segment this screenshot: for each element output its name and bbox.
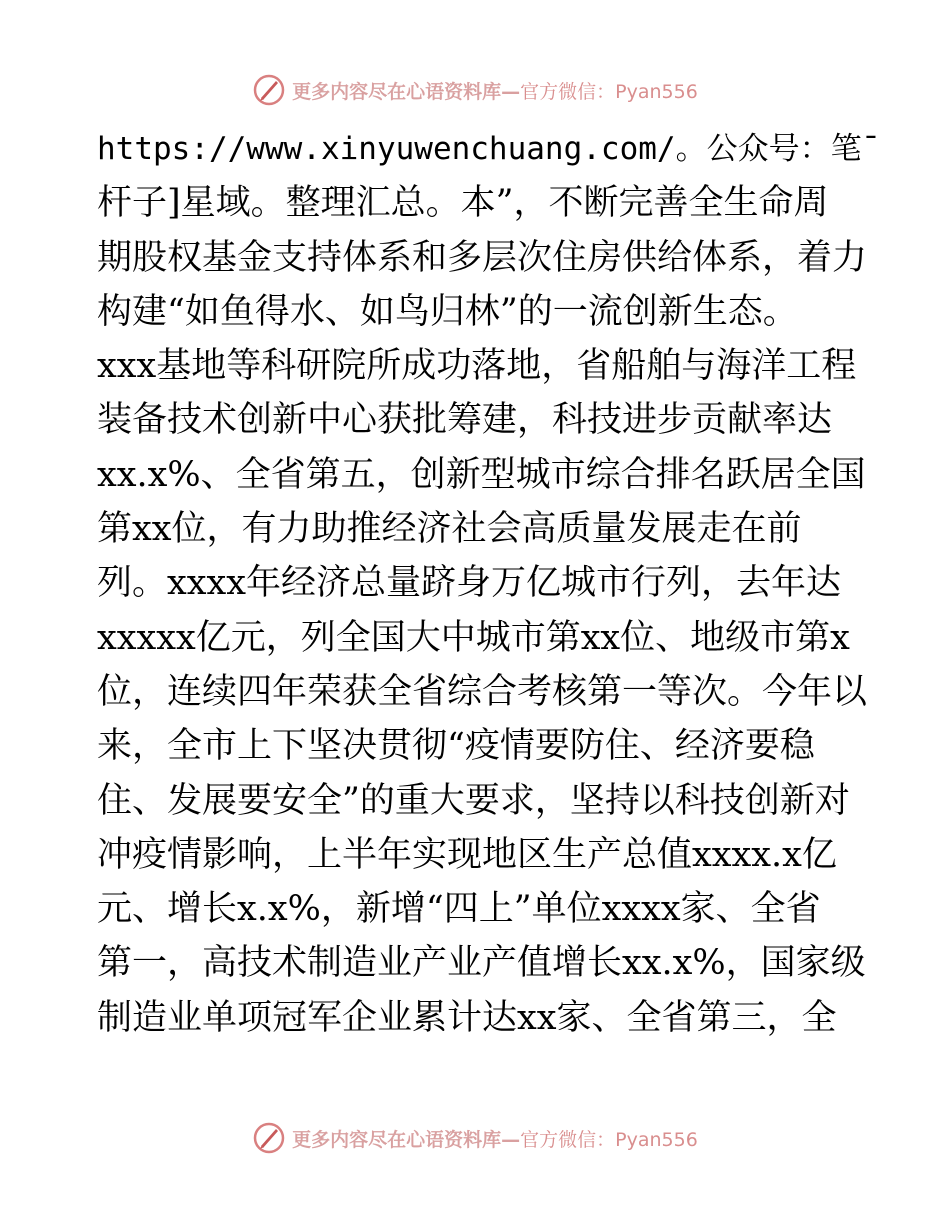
watermark-text: [292, 1125, 698, 1152]
document-line-13: 住、发展要安全”的重大要求，坚持以科技创新对: [97, 780, 850, 821]
quill-pen-logo-icon: [252, 1121, 286, 1155]
document-line-16: 第一，高技术制造业产业产值增长xx.x%，国家级: [97, 943, 866, 984]
document-line-1: https://www.xinyuwenchuang.com/。公众号：笔¯: [97, 131, 881, 167]
document-line-12: 来，全市上下坚决贯彻“疫情要防住、经济要稳: [97, 726, 815, 767]
footer-watermark-banner: [0, 1116, 950, 1160]
document-line-10: xxxxx亿元，列全国大中城市第xx位、地级市第x: [97, 617, 850, 658]
watermark-main-text: 更多内容尽在心语资料库: [292, 1128, 502, 1151]
document-line-6: 装备技术创新中心获批筹建，科技进步贡献率达: [97, 400, 833, 441]
watermark-separator: —: [501, 1128, 521, 1151]
document-line-17: 制造业单项冠军企业累计达xx家、全省第三，全: [97, 997, 837, 1038]
document-line-15: 元、增长x.x%，新增“四上”单位xxxx家、全省: [97, 889, 821, 930]
document-body: [97, 122, 881, 1045]
document-line-14: 冲疫情影响，上半年实现地区生产总值xxxx.x亿: [97, 834, 837, 875]
document-line-9: 列。xxxx年经济总量跻身万亿城市行列，去年达: [97, 563, 841, 604]
watermark-text: [292, 77, 698, 104]
document-line-8: 第xx位，有力助推经济社会高质量发展走在前: [97, 509, 802, 550]
header-watermark-banner: [0, 68, 950, 112]
document-line-7: xx.x%、全省第五，创新型城市综合排名跃居全国: [97, 454, 866, 495]
document-line-5: xxx基地等科研院所成功落地，省船舶与海洋工程: [97, 346, 857, 387]
document-line-2: 杆子]星域。整理汇总。本”，不断完善全生命周: [97, 183, 829, 224]
quill-pen-logo-icon: [252, 73, 286, 107]
watermark-separator: —: [501, 80, 521, 103]
watermark-wechat-text: 官方微信：Pyan556: [520, 1128, 698, 1151]
watermark-wechat-text: 官方微信：Pyan556: [520, 80, 698, 103]
document-line-3: 期股权基金支持体系和多层次住房供给体系，着力: [97, 237, 868, 278]
document-line-4: 构建“如鱼得水、如鸟归林”的一流创新生态。: [97, 291, 798, 332]
watermark-main-text: 更多内容尽在心语资料库: [292, 80, 502, 103]
document-line-11: 位，连续四年荣获全省综合考核第一等次。今年以: [97, 671, 868, 712]
